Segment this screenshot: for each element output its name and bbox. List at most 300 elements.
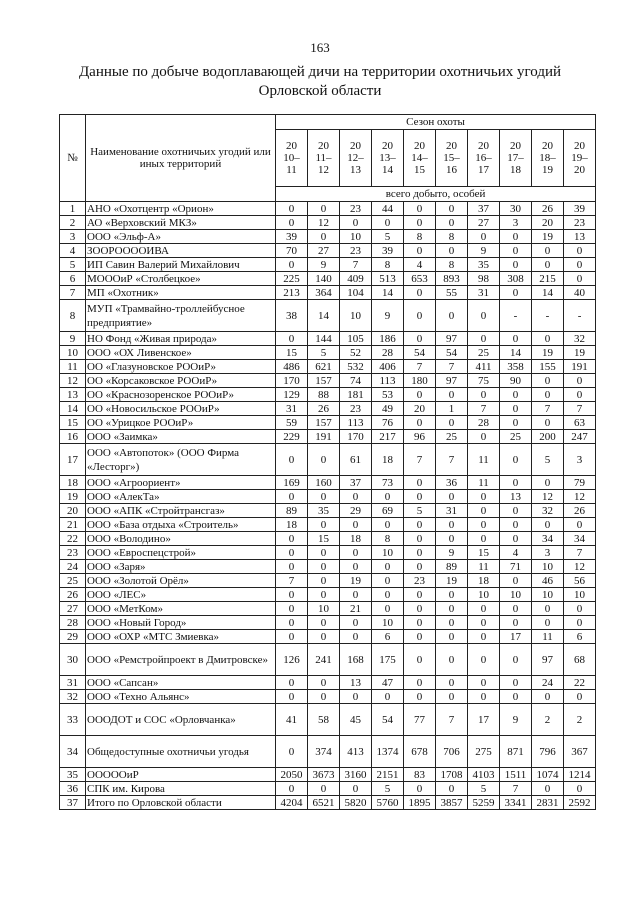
harvest-value: 0 [276,736,308,768]
harvest-value: 0 [468,300,500,332]
harvest-value: 7 [468,402,500,416]
season-label-part: 12 [318,164,329,176]
harvest-value: 63 [564,416,596,430]
row-number: 7 [60,286,86,300]
page-number: 163 [310,40,330,55]
harvest-value: 0 [276,602,308,616]
harvest-value: 37 [340,476,372,490]
season-label-part: 17 [478,164,489,176]
harvest-value: 2151 [372,768,404,782]
harvest-value: 0 [276,332,308,346]
harvest-value: 217 [372,430,404,444]
harvest-value: 0 [500,402,532,416]
season-label-part: 20 [542,140,553,152]
harvest-value: 0 [276,532,308,546]
harvest-value: 0 [436,690,468,704]
table-row [60,796,596,810]
harvest-value: 5760 [372,796,404,810]
territory-name: ОО «Урицкое РООиР» [86,416,276,430]
harvest-value: 0 [404,476,436,490]
table-row [60,216,596,230]
row-number: 9 [60,332,86,346]
harvest-value: 23 [564,216,596,230]
season-label-part: 20 [574,164,586,176]
harvest-value: 0 [404,630,436,644]
harvest-value: 0 [564,388,596,402]
territory-name: ОО «Новосильское РООиР» [86,402,276,416]
harvest-value: 58 [308,704,340,736]
harvest-value: 47 [372,676,404,690]
harvest-value: 126 [276,644,308,676]
row-number: 35 [60,768,86,782]
harvest-value: 19 [564,346,596,360]
row-number: 16 [60,430,86,444]
harvest-value: 0 [340,782,372,796]
harvest-value: 0 [404,560,436,574]
harvest-value: 12 [564,490,596,504]
harvest-value: 4103 [468,768,500,782]
row-number: 19 [60,490,86,504]
harvest-value: 19 [532,230,564,244]
harvest-value: 0 [564,374,596,388]
territory-name: МОООиР «Столбецкое» [86,272,276,286]
harvest-value: 0 [436,588,468,602]
harvest-value: 0 [340,490,372,504]
harvest-value: 5259 [468,796,500,810]
harvest-value: 0 [404,616,436,630]
harvest-value: 0 [372,588,404,602]
harvest-value: 4204 [276,796,308,810]
harvest-value: 0 [564,602,596,616]
harvest-value: 0 [564,782,596,796]
territory-name: ООО «Техно Альянс» [86,690,276,704]
harvest-value: 0 [404,782,436,796]
harvest-value: 0 [372,518,404,532]
harvest-value: 0 [372,490,404,504]
harvest-value: 0 [468,676,500,690]
harvest-value: 15 [308,532,340,546]
harvest-value: 3 [564,444,596,476]
harvest-value: 0 [436,416,468,430]
harvest-value: 157 [308,374,340,388]
harvest-value: 49 [372,402,404,416]
row-number: 22 [60,532,86,546]
harvest-value: 0 [500,444,532,476]
harvest-value: 70 [276,244,308,258]
harvest-value: 0 [404,690,436,704]
season-header-cell [532,130,564,187]
harvest-value: 0 [308,490,340,504]
harvest-value: 0 [308,560,340,574]
season-label-part: 16 [446,164,457,176]
territory-name: Итого по Орловской области [86,796,276,810]
harvest-value: 0 [500,244,532,258]
harvest-value: 34 [532,532,564,546]
harvest-value: 20 [404,402,436,416]
harvest-value: 1895 [404,796,436,810]
season-header-cell [500,130,532,187]
harvest-value: 26 [564,504,596,518]
harvest-value: 10 [532,560,564,574]
harvest-value: 706 [436,736,468,768]
harvest-value: 98 [468,272,500,286]
harvest-value: 8 [436,230,468,244]
harvest-value: 129 [276,388,308,402]
harvest-value: 0 [468,630,500,644]
season-label-part: 12– [347,152,364,164]
table-row [60,782,596,796]
territory-name: ОО «Краснозоренское РООиР» [86,388,276,402]
harvest-value: 0 [532,518,564,532]
harvest-value: 19 [436,574,468,588]
harvest-value: 10 [468,588,500,602]
territory-name: ООО «ОХР «МТС Змиевка» [86,630,276,644]
harvest-value: 44 [372,202,404,216]
harvest-value: 96 [404,430,436,444]
harvest-value: 0 [436,490,468,504]
table-body [60,202,596,810]
season-label-part: 20 [414,140,425,152]
territory-name: МУП «Трамвайно-троллейбусное предприятие» [86,300,276,332]
harvest-value: 0 [276,690,308,704]
row-number: 15 [60,416,86,430]
harvest-value: 38 [276,300,308,332]
harvest-value: 0 [436,644,468,676]
harvest-value: 308 [500,272,532,286]
harvest-value: 0 [404,518,436,532]
row-number: 21 [60,518,86,532]
harvest-value: 0 [404,490,436,504]
territory-name: ООО «База отдыха «Строитель» [86,518,276,532]
harvest-value: 90 [500,374,532,388]
harvest-value: 14 [372,286,404,300]
table-row [60,504,596,518]
harvest-value: 0 [276,490,308,504]
table-row [60,574,596,588]
table-row [60,360,596,374]
harvest-value: 39 [564,202,596,216]
territory-name: НО Фонд «Живая природа» [86,332,276,346]
harvest-value: 0 [404,286,436,300]
table-row [60,602,596,616]
harvest-value: 367 [564,736,596,768]
harvest-value: 213 [276,286,308,300]
row-number: 34 [60,736,86,768]
harvest-value: 105 [340,332,372,346]
harvest-value: 0 [468,332,500,346]
harvest-value: 0 [468,430,500,444]
season-header-cell [308,130,340,187]
harvest-value: 200 [532,430,564,444]
harvest-value: 7 [564,402,596,416]
table-row [60,402,596,416]
season-label-part: 20 [382,140,393,152]
harvest-value: 7 [276,574,308,588]
row-number: 31 [60,676,86,690]
harvest-value: 23 [340,244,372,258]
harvest-value: 59 [276,416,308,430]
harvest-value: 68 [564,644,596,676]
harvest-value: 83 [404,768,436,782]
harvest-value: 10 [564,588,596,602]
season-header-cell [276,130,308,187]
row-number: 6 [60,272,86,286]
harvest-value: 191 [564,360,596,374]
harvest-value: 113 [340,416,372,430]
harvest-value: 0 [564,272,596,286]
harvest-value: 1074 [532,768,564,782]
row-number: 5 [60,258,86,272]
title-line-2: Орловской области [258,83,382,99]
harvest-value: 0 [340,560,372,574]
harvest-value: 0 [532,374,564,388]
harvest-value: 0 [436,388,468,402]
season-label-part: 18– [539,152,556,164]
table-row [60,704,596,736]
table-row [60,476,596,490]
harvest-value: 0 [500,690,532,704]
harvest-value: 25 [468,346,500,360]
harvest-value: 5820 [340,796,372,810]
harvest-value: 69 [372,504,404,518]
table-row [60,300,596,332]
table-row [60,444,596,476]
harvest-value: 2 [532,704,564,736]
harvest-value: 35 [308,504,340,518]
season-label-part: 20 [478,140,489,152]
harvest-value: 54 [436,346,468,360]
territory-name: ООО «АПК «Стройтрансгаз» [86,504,276,518]
harvest-value: 413 [340,736,372,768]
harvest-value: 0 [276,444,308,476]
harvest-value: 0 [532,332,564,346]
harvest-value: 4 [404,258,436,272]
harvest-value: 0 [308,616,340,630]
harvest-value: 0 [436,616,468,630]
harvest-value: 0 [532,616,564,630]
harvest-value: 374 [308,736,340,768]
row-number: 17 [60,444,86,476]
harvest-value: 54 [372,704,404,736]
harvest-value: 5 [468,782,500,796]
harvest-value: 0 [436,244,468,258]
harvest-value: 0 [340,546,372,560]
harvest-value: 6 [372,630,404,644]
harvest-value: 8 [372,532,404,546]
season-header-cell [340,130,372,187]
row-number: 30 [60,644,86,676]
harvest-value: 0 [404,546,436,560]
harvest-value: 0 [468,504,500,518]
harvest-value: 27 [468,216,500,230]
row-number: 18 [60,476,86,490]
harvest-value: 0 [276,782,308,796]
harvest-value: 0 [276,202,308,216]
harvest-value: 0 [500,532,532,546]
harvest-value: 247 [564,430,596,444]
harvest-value: 486 [276,360,308,374]
harvest-value: 77 [404,704,436,736]
harvest-value: 11 [468,560,500,574]
harvest-value: 3 [532,546,564,560]
harvest-value: 513 [372,272,404,286]
harvest-value: 71 [500,560,532,574]
row-number: 8 [60,300,86,332]
row-number: 10 [60,346,86,360]
harvest-value: 2592 [564,796,596,810]
harvest-value: 17 [468,704,500,736]
harvest-value: 36 [436,476,468,490]
harvest-value: 97 [436,332,468,346]
row-number: 36 [60,782,86,796]
row-number: 33 [60,704,86,736]
season-label-part: 20 [286,140,297,152]
harvest-value: 871 [500,736,532,768]
season-label-part: 15– [443,152,460,164]
harvest-value: 0 [532,244,564,258]
harvest-value: 74 [340,374,372,388]
harvest-value: 0 [564,244,596,258]
table-row [60,416,596,430]
harvest-value: 7 [404,444,436,476]
harvest-value: 411 [468,360,500,374]
harvest-value: 18 [276,518,308,532]
harvest-value: 14 [532,286,564,300]
harvest-value: 0 [500,616,532,630]
harvest-value: 140 [308,272,340,286]
harvest-value: 15 [468,546,500,560]
harvest-value: 175 [372,644,404,676]
table-row [60,546,596,560]
harvest-value: - [500,300,532,332]
harvest-value: 0 [308,588,340,602]
territory-name: ОООООиР [86,768,276,782]
table-row [60,690,596,704]
harvest-value: 24 [532,676,564,690]
harvest-value: 9 [500,704,532,736]
harvest-value: 0 [532,602,564,616]
harvest-value: 14 [500,346,532,360]
territory-name: СПК им. Кирова [86,782,276,796]
harvest-value: 0 [468,388,500,402]
harvest-value: 0 [308,574,340,588]
harvest-value: 0 [404,244,436,258]
harvest-value: 0 [500,676,532,690]
row-number: 27 [60,602,86,616]
harvest-value: 6521 [308,796,340,810]
harvest-value: 23 [404,574,436,588]
harvest-value: 1 [436,402,468,416]
season-label-part: 11 [286,164,297,176]
season-label-part: 20 [446,140,457,152]
harvest-value: 796 [532,736,564,768]
harvest-value: - [564,300,596,332]
harvest-value: 20 [532,216,564,230]
table-row [60,430,596,444]
harvest-value: 1708 [436,768,468,782]
harvest-value: 0 [500,230,532,244]
harvest-value: - [532,300,564,332]
row-number: 29 [60,630,86,644]
harvest-value: 409 [340,272,372,286]
harvest-value: 27 [308,244,340,258]
table-row [60,286,596,300]
harvest-value: 0 [308,690,340,704]
harvest-value: 0 [276,560,308,574]
row-number: 1 [60,202,86,216]
harvest-value: 97 [532,644,564,676]
harvest-value: 0 [340,630,372,644]
harvest-value: 56 [564,574,596,588]
harvest-value: 0 [340,216,372,230]
harvest-value: 10 [340,300,372,332]
table-row [60,616,596,630]
season-label-part: 20 [510,140,521,152]
harvest-value: 0 [308,230,340,244]
harvest-value: 191 [308,430,340,444]
harvest-value: 25 [500,430,532,444]
table-row [60,230,596,244]
harvest-value: 7 [500,782,532,796]
harvest-value: 9 [308,258,340,272]
waterfowl-harvest-table [59,114,596,810]
harvest-value: 0 [308,782,340,796]
harvest-value: 10 [372,616,404,630]
territory-name: АНО «Охотцентр «Орион» [86,202,276,216]
season-label-part: 15 [414,164,425,176]
harvest-value: 0 [532,416,564,430]
harvest-value: 3857 [436,796,468,810]
harvest-value: 186 [372,332,404,346]
harvest-value: 0 [500,332,532,346]
season-header-cell [372,130,404,187]
harvest-value: 113 [372,374,404,388]
harvest-value: 0 [564,690,596,704]
harvest-value: 229 [276,430,308,444]
harvest-value: 0 [500,504,532,518]
harvest-value: 14 [308,300,340,332]
table-row [60,644,596,676]
harvest-value: 5 [532,444,564,476]
harvest-value: 23 [340,402,372,416]
table-row [60,490,596,504]
harvest-value: 12 [532,490,564,504]
season-label-part: 10– [283,152,300,164]
harvest-value: 7 [340,258,372,272]
harvest-value: 31 [468,286,500,300]
harvest-value: 0 [532,388,564,402]
harvest-value: 0 [436,300,468,332]
harvest-value: 168 [340,644,372,676]
harvest-value: 0 [404,388,436,402]
harvest-value: 0 [436,532,468,546]
harvest-value: 406 [372,360,404,374]
harvest-value: 0 [308,630,340,644]
harvest-value: 5 [404,504,436,518]
harvest-value: 0 [564,518,596,532]
column-header-number: № [60,115,86,202]
table-row [60,244,596,258]
table-row [60,588,596,602]
harvest-value: 31 [436,504,468,518]
harvest-value: 0 [436,602,468,616]
territory-name: ООО «ЛЕС» [86,588,276,602]
harvest-value: 170 [340,430,372,444]
harvest-value: 0 [404,676,436,690]
territory-name: ООО «Новый Город» [86,616,276,630]
harvest-value: 0 [436,782,468,796]
row-number: 20 [60,504,86,518]
